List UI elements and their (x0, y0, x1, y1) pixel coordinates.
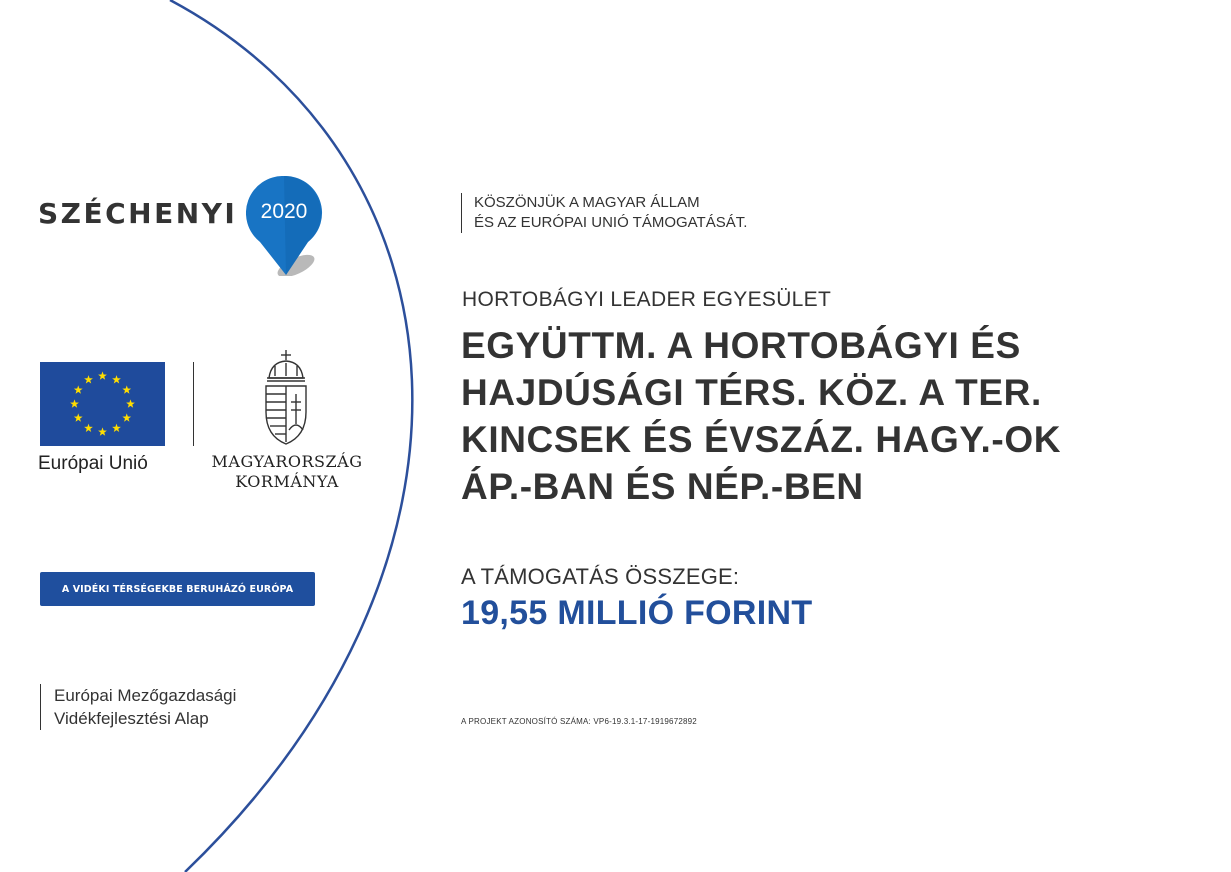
project-title (461, 322, 1061, 510)
project-id: A PROJEKT AZONOSÍTÓ SZÁMA: VP6-19.3.1-17-1919672892 (461, 717, 697, 726)
fund-name (40, 684, 236, 730)
hungarian-coat-of-arms-icon (259, 350, 313, 446)
eu-label: Európai Unió (38, 453, 148, 474)
szechenyi-2020-logo (38, 176, 338, 281)
fund-name-line2: Vidékfejlesztési Alap (54, 709, 209, 728)
project-title-line: KINCSEK ÉS ÉVSZÁZ. HAGY.-OK (461, 419, 1062, 460)
government-label (207, 452, 367, 492)
rural-europe-banner: A VIDÉKI TÉRSÉGEKBE BERUHÁZÓ EURÓPA (40, 572, 315, 606)
szechenyi-year-text: 2020 (260, 200, 308, 223)
support-amount-value: 19,55 MILLIÓ FORINT (461, 594, 813, 632)
project-title-line: EGYÜTTM. A HORTOBÁGYI ÉS (461, 325, 1021, 366)
government-label-line1: MAGYARORSZÁG (211, 452, 363, 471)
fund-name-line1: Európai Mezőgazdasági (54, 686, 237, 705)
szechenyi-brand-text: SZÉCHENYI (38, 197, 238, 230)
support-amount-label: A TÁMOGATÁS ÖSSZEGE: (461, 564, 740, 589)
project-title-line: HAJDÚSÁGI TÉRS. KÖZ. A TER. (461, 372, 1042, 413)
eu-flag-icon (40, 362, 165, 446)
logo-divider (193, 362, 194, 446)
thanks-line2: ÉS AZ EURÓPAI UNIÓ TÁMOGATÁSÁT. (474, 214, 748, 231)
thanks-line1: KÖSZÖNJÜK A MAGYAR ÁLLAM (474, 194, 700, 211)
project-title-line: ÁP.-BAN ÉS NÉP.-BEN (461, 466, 864, 507)
beneficiary-name: HORTOBÁGYI LEADER EGYESÜLET (462, 288, 832, 311)
thanks-note (461, 193, 747, 233)
location-pin-icon (246, 176, 326, 276)
government-label-line2: KORMÁNYA (235, 472, 339, 491)
